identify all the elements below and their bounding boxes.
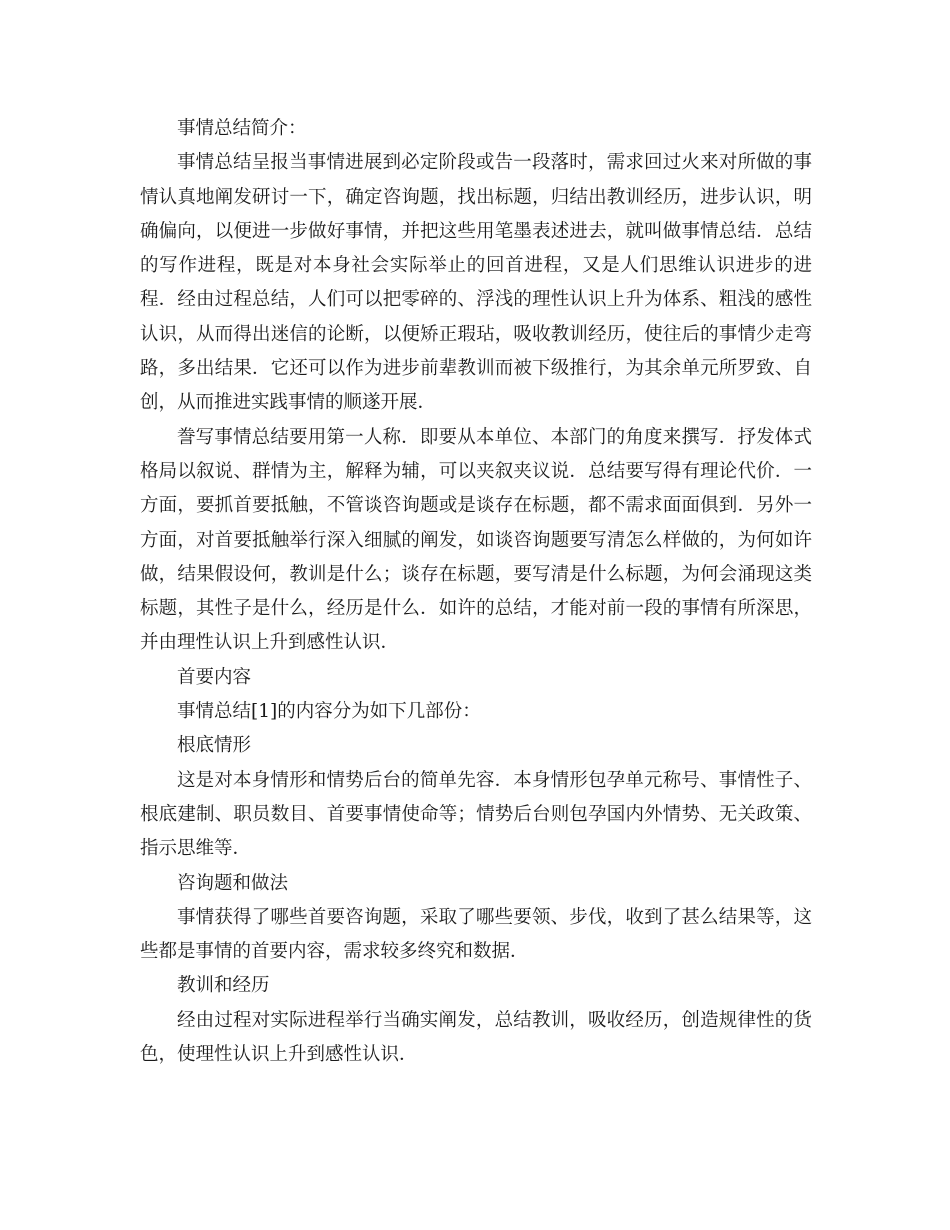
paragraph-content-parts: 事情总结[1]的内容分为如下几部份：: [177, 701, 481, 723]
section-heading-lessons: 教训和经历: [177, 975, 270, 997]
paragraph-writing-guidance: 誊写事情总结要用第一人称．即要从本单位、本部门的角度来撰写．抒发体式格局以叙说、群情为主，解释为辅，可以夹叙夹议说．总结要写得有理论代价．一方面，要抓首要抵触，不管谈咨询题或是谈存在标题，都不需求面面俱到．另外一方面，对首要抵触举行深入细腻的阐发，如谈咨询题要写清怎么样做的，为何如许做，结果假设何，教训是什么；谈存在标题，要写清是什么标题，为何会涌现这类标题，其性子是什么，经历是什么．如许的总结，才能对前一段的事情有所深思，并由理性认识上升到感性认识．: [140, 426, 812, 654]
paragraph-basic-situation: 这是对本身情形和情势后台的简单先容．本身情形包孕单元称号、事情性子、根底建制、职员数目、首要事情使命等；情势后台则包孕国内外情势、无关政策、指示思维等．: [140, 769, 812, 860]
document-page: [140, 112, 812, 1072]
paragraph-definition: 事情总结呈报当事情进展到必定阶段或告一段落时，需求回过火来对所做的事情认真地阐发研讨一下，确定咨询题，找出标题，归结出教训经历，进步认识，明确偏向，以便进一步做好事情，并把这些用笔墨表述进去，就叫做事情总结．总结的写作进程，既是对本身社会实际举止的回首进程，又是人们思维认识进步的进程．经由过程总结，人们可以把零碎的、浮浅的理性认识上升为体系、粗浅的感性认识，从而得出迷信的论断，以便矫正瑕玷，吸收教训经历，使往后的事情少走弯路，多出结果．它还可以作为进步前辈教训而被下级推行，为其余单元所罗致、自创，从而推进实践事情的顺遂开展．: [140, 152, 812, 414]
paragraph-lessons: 经由过程对实际进程举行当确实阐发，总结教训，吸收经历，创造规律性的货色，使理性认识上升到感性认识．: [140, 1009, 812, 1066]
paragraph-issues-methods: 事情获得了哪些首要咨询题，采取了哪些要领、步伐，收到了甚么结果等，这些都是事情的首要内容，需求较多终究和数据．: [140, 906, 812, 963]
section-heading-main-content: 首要内容: [177, 666, 252, 688]
section-heading-basic-situation: 根底情形: [177, 735, 252, 757]
section-heading-intro: 事情总结简介：: [177, 118, 307, 139]
section-heading-issues-methods: 咨询题和做法: [177, 872, 289, 894]
